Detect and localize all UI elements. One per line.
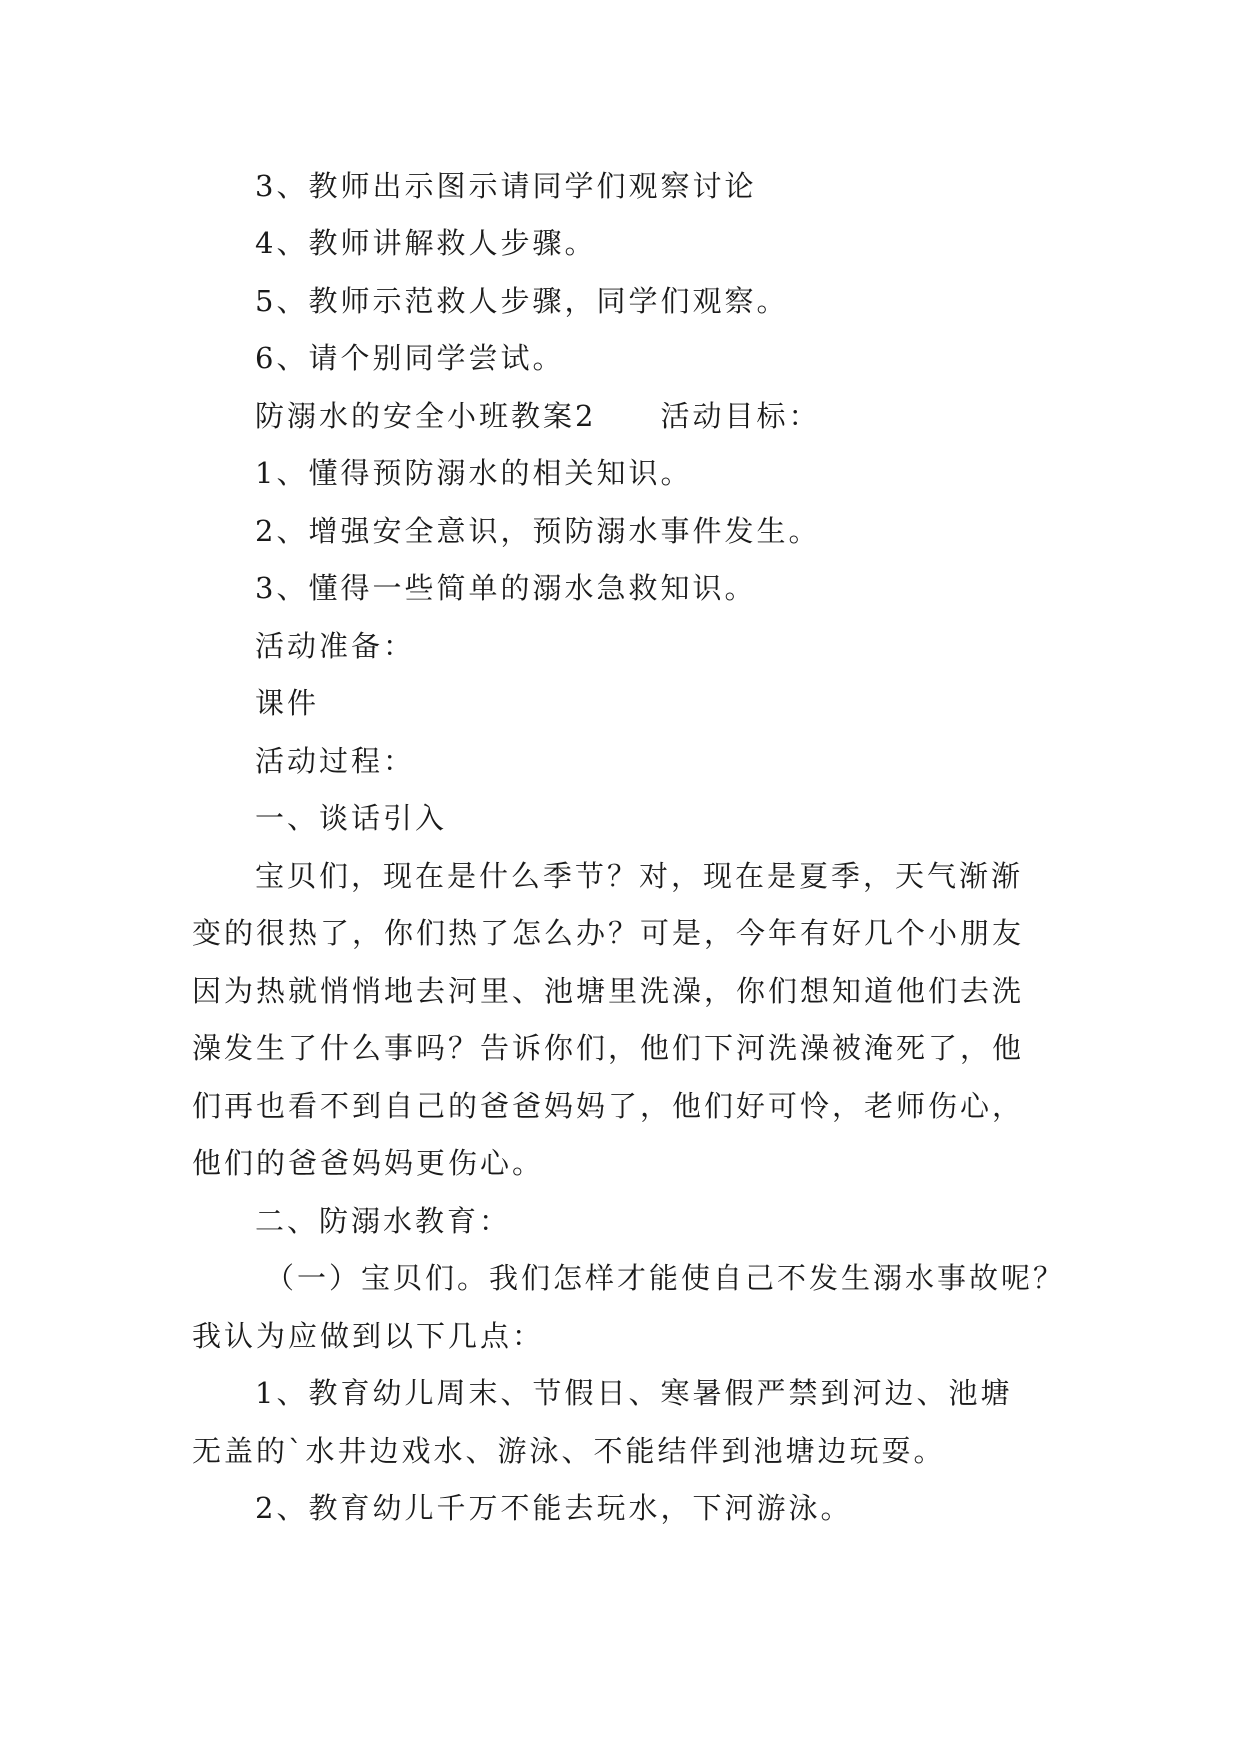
subheading: 活动过程： [255,744,416,778]
paragraph-line: 1、教育幼儿周末、节假日、寒暑假严禁到河边、池塘 [255,1376,1013,1410]
paragraph-line: 他们的爸爸妈妈更伤心。 [192,1146,545,1180]
paragraph-line: 宝贝们，现在是什么季节？对，现在是夏季，天气渐渐 [255,859,1024,893]
subheading: 活动准备： [255,629,416,663]
paragraph-line: 4、教师讲解救人步骤。 [255,226,597,260]
paragraph-line: 2、增强安全意识，预防溺水事件发生。 [255,514,821,548]
paragraph-line: 6、请个别同学尝试。 [255,341,565,375]
paragraph-line: 我认为应做到以下几点： [192,1319,545,1353]
paragraph-line: 3、教师出示图示请同学们观察讨论 [255,169,757,203]
paragraph-line: 3、懂得一些简单的溺水急救知识。 [255,571,757,605]
paragraph-line: （一）宝贝们。我们怎样才能使自己不发生溺水事故呢？ [265,1261,1066,1295]
paragraph-line: 5、教师示范救人步骤，同学们观察。 [255,284,789,318]
paragraph-line: 变的很热了，你们热了怎么办？可是，今年有好几个小朋友 [192,916,1025,950]
paragraph-line: 课件 [255,686,320,720]
subheading: 二、防溺水教育： [255,1204,512,1238]
paragraph-line: 2、教育幼儿千万不能去玩水，下河游泳。 [255,1491,853,1525]
paragraph-line: 1、懂得预防溺水的相关知识。 [255,456,693,490]
section-heading: 防溺水的安全小班教案2 活动目标： [255,399,821,433]
paragraph-line: 澡发生了什么事吗？告诉你们，他们下河洗澡被淹死了，他 [192,1031,1025,1065]
subheading: 一、谈话引入 [255,801,448,835]
paragraph-line: 因为热就悄悄地去河里、池塘里洗澡，你们想知道他们去洗 [192,974,1025,1008]
paragraph-line: 们再也看不到自己的爸爸妈妈了，他们好可怜，老师伤心， [192,1089,1025,1123]
paragraph-line: 无盖的`水井边戏水、游泳、不能结伴到池塘边玩耍。 [192,1434,946,1468]
